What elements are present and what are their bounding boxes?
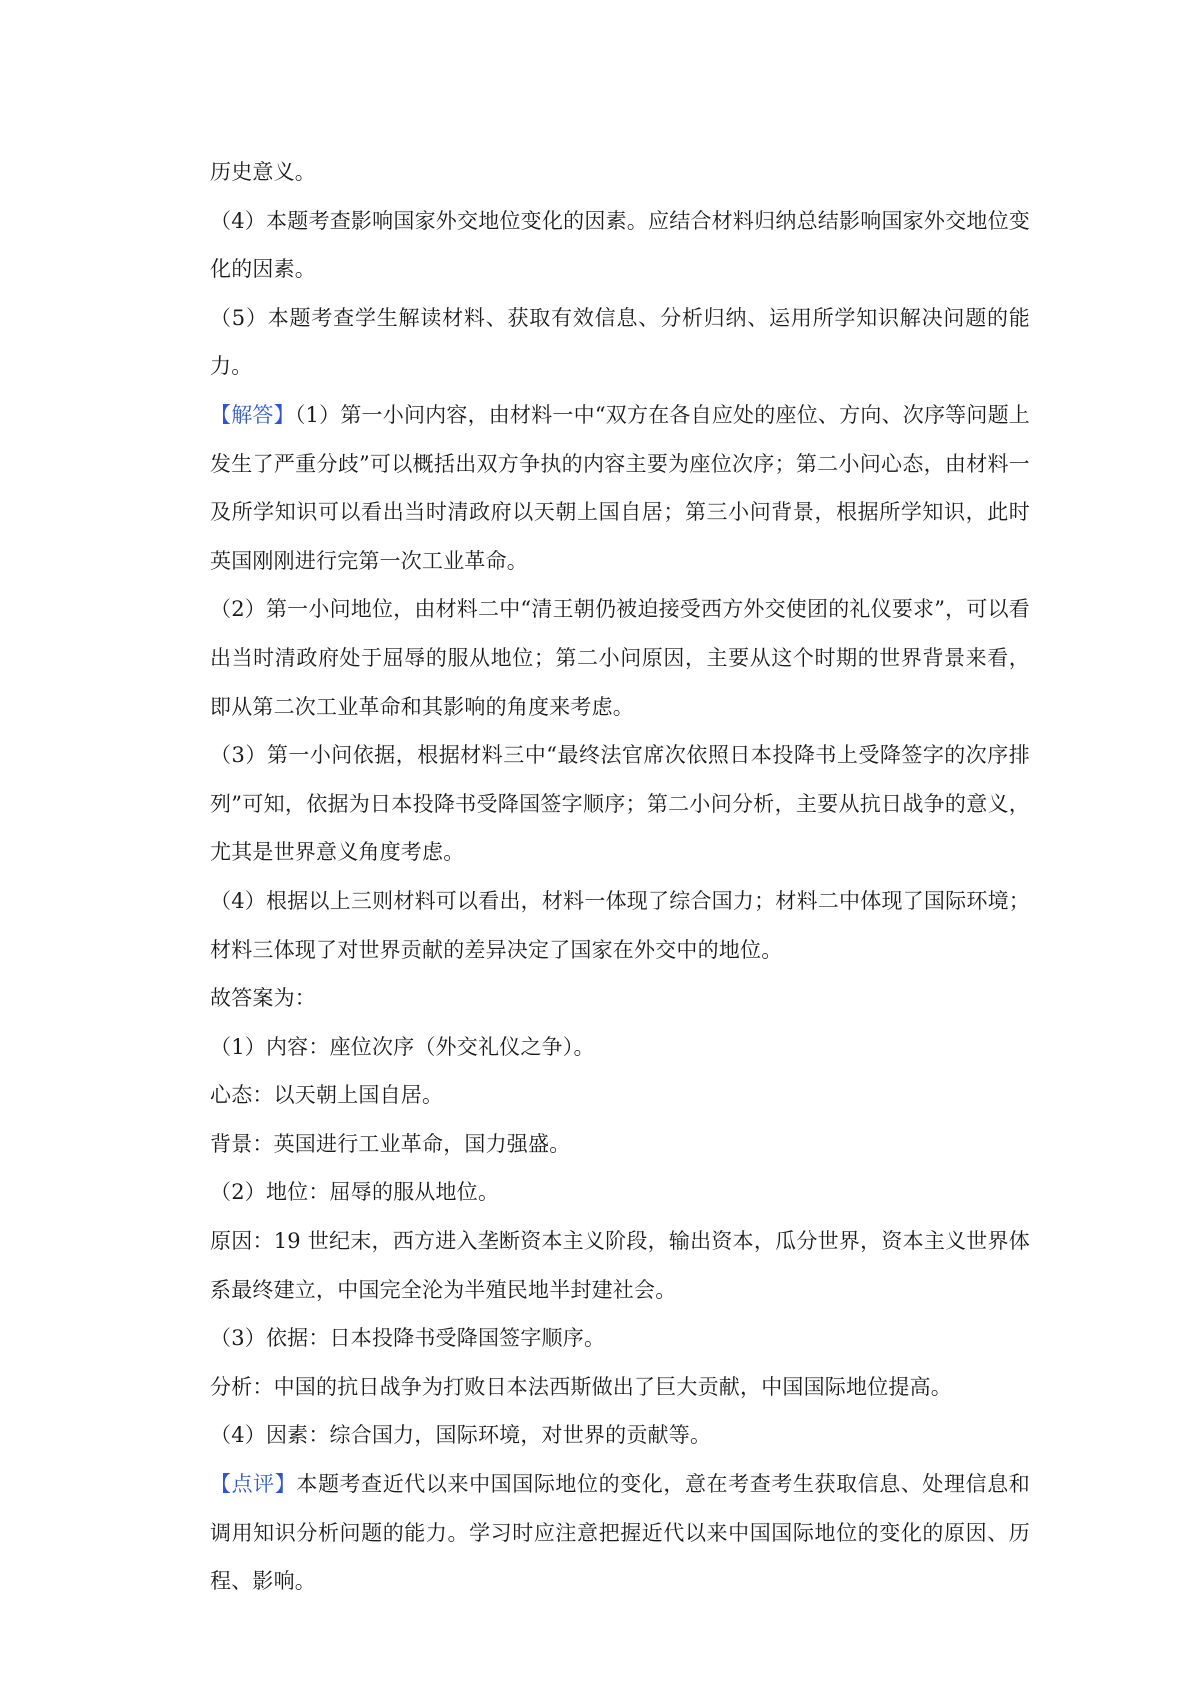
answer-paragraph: （2）第一小问地位，由材料二中“清王朝仍被迫接受西方外交使团的礼仪要求”，可以看出当时清政府处于屈辱的服从地位；第二小问原因，主要从这个时期的世界背景来看，即从第二次工业革命和其影响的角度来考虑。 — [210, 597, 1030, 719]
analysis-paragraph: 历史意义。 — [210, 160, 316, 184]
answer-line: （1）内容：座位次序（外交礼仪之争）。 — [210, 1034, 595, 1059]
answer-tag: 【解答】 — [210, 402, 295, 427]
answer-line: 背景：英国进行工业革命，国力强盛。 — [210, 1131, 571, 1156]
comment-text: 本题考查近代以来中国国际地位的变化，意在考查考生获取信息、处理信息和调用知识分析问题的能力。学习时应注意把握近代以来中国国际地位的变化的原因、历程、影响。 — [210, 1472, 1030, 1594]
answer-paragraph: （4）根据以上三则材料可以看出，材料一体现了综合国力；材料二中体现了国际环境；材料三体现了对世界贡献的差异决定了国家在外交中的地位。 — [210, 888, 1030, 962]
analysis-paragraph: （5）本题考查学生解读材料、获取有效信息、分析归纳、运用所学知识解决问题的能力。 — [210, 305, 1030, 379]
answer-line: 心态：以天朝上国自居。 — [210, 1083, 444, 1108]
document-body — [210, 148, 1030, 1606]
answer-intro-text: （1）第一小问内容，由材料一中“双方在各自应处的座位、方向、次序等问题上发生了严重分歧”可以概括出双方争执的内容主要为座位次序；第二小问心态，由材料一及所学知识可以看出当时清政府以天朝上国自居；第三小问背景，根据所学知识，此时英国刚刚进行完第一次工业革命。 — [210, 402, 1030, 573]
answer-line: （4）因素：综合国力，国际环境，对世界的贡献等。 — [210, 1423, 712, 1448]
answer-line: （3）依据：日本投降书受降国签字顺序。 — [210, 1326, 606, 1351]
analysis-paragraph: （4）本题考查影响国家外交地位变化的因素。应结合材料归纳总结影响国家外交地位变化的因素。 — [210, 208, 1030, 282]
answer-intro-paragraph — [210, 391, 1030, 585]
answer-line: 原因：19 世纪末，西方进入垄断资本主义阶段，输出资本，瓜分世界，资本主义世界体系最终建立，中国完全沦为半殖民地半封建社会。 — [210, 1229, 1030, 1302]
answer-heading: 故答案为： — [210, 986, 316, 1011]
answer-paragraph: （3）第一小问依据，根据材料三中“最终法官席次依照日本投降书上受降签字的次序排列”可知，依据为日本投降书受降国签字顺序；第二小问分析，主要从抗日战争的意义，尤其是世界意义角度考虑。 — [210, 743, 1030, 865]
answer-line: （2）地位：屈辱的服从地位。 — [210, 1180, 500, 1205]
comment-tag: 【点评】 — [210, 1472, 297, 1497]
answer-line: 分析：中国的抗日战争为打败日本法西斯做出了巨大贡献，中国国际地位提高。 — [210, 1374, 952, 1399]
comment-paragraph — [210, 1460, 1030, 1606]
